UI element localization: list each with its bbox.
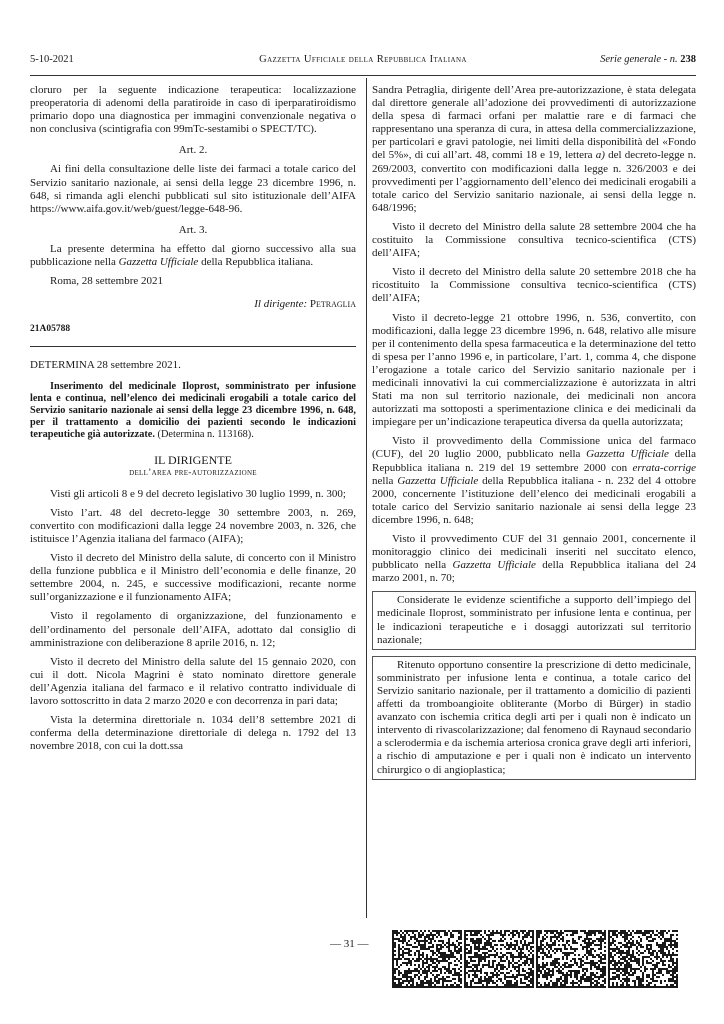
recital: Visti gli articoli 8 e 9 del decreto legislativo 30 luglio 1999, n. 300; (50, 487, 346, 500)
signature-name: Petraglia (309, 298, 356, 311)
signature (30, 298, 356, 311)
italic-run: Gazzetta Ufficiale (118, 256, 199, 269)
page-header (30, 50, 696, 70)
text-run: Sandra Petraglia, dirigente dell’Area pre-autorizzazione, è stata delegata dal direttore generale all’adozione dei provvedimenti di autorizzazione della spesa di farmaci orfani per malattie rare e di farmaci che rappresentano una speranza di cura, in attesa della commercializzazione, per particolari e gravi patologie, nei limiti della disponibilità del «Fondo del 5%», di cui all’art. 48, commi 18 e 19, lettera (372, 84, 696, 162)
recital: Visto il decreto-legge 21 ottobre 1996, n. 536, convertito, con modificazioni, dalla legge 23 dicembre 1996, n. 648, relativo alle misure per il contenimento della spesa farmaceutica e la determinazione del tetto di spesa per l’anno 1996 e, in particolare, l’art. 1, comma 4, che dispone l’erogazione a totale carico del Servizio sanitario nazionale per i medicinali innovativi la cui commercializzazione è autorizzata in altri Stati ma non sul territorio nazionale, dei medicinali non ancora autorizzati ma sottoposti a sperimentazione clinica e dei medicinali da impiegare per un’indicazione terapeutica diversa da quella autorizzata; (372, 311, 696, 429)
italic-run: Gazzetta Ufficiale (586, 448, 669, 461)
recital: Considerate le evidenze scientifiche a supporto dell’impiego del medicinale Iloprost, somministrato per infusione lenta e continua, per le indicazioni terapeutiche e i dosaggi autorizzati sul territorio nazionale; (372, 591, 696, 649)
datamatrix-code (608, 930, 678, 988)
header-date: 5-10-2021 (30, 54, 74, 65)
recital: Visto il decreto del Ministro della salute, di concerto con il Ministro della funzione pubblica e il Ministro dell’economia e delle finanze, 20 settembre 2004, n. 245, e successive modificazioni, recante norme sull’organizzazione e il funzionamento AIFA; (30, 552, 356, 604)
italic-run: errata-corrige (632, 461, 696, 474)
text-run: della Repubblica italiana - n. 232 del 4 ottobre 2000, concernente l’istituzione dell’elenco dei medicinali erogabili a totale carico del Servizio sanitario nazionale ai sensi della legge 23 dicembre 1996, n. 648; (372, 474, 696, 526)
paragraph: Ai fini della consultazione delle liste dei farmaci a totale carico del Servizio sanitario nazionale, ai sensi della legge 23 dicembre 1996, n. 648, si rimanda agli elenchi pubblicati sul sito istituzionale dell’AIFA https://www.aifa.gov.it/web/guest/legge-648-96. (30, 163, 356, 215)
page-footer (0, 930, 724, 990)
header-rule (30, 75, 696, 76)
recital (372, 435, 696, 527)
italic-run: Gazzetta Ufficiale (397, 474, 479, 487)
page-number: — 31 — (330, 938, 369, 950)
place-date: Roma, 28 settembre 2021 (50, 275, 164, 288)
authority-area: dell’area pre-autorizzazione (129, 467, 257, 478)
paragraph (30, 243, 356, 269)
determina-number: (Determina n. 113168). (154, 429, 254, 441)
recital: Visto il regolamento di organizzazione, del funzionamento e dell’ordinamento del personale dell’AIFA, adottato dal consiglio di amministrazione con deliberazione 8 aprile 2016, n. 12; (30, 610, 356, 649)
recital: Visto il decreto del Ministro della salute 20 settembre 2018 che ha ricostituito la Commissione consultiva tecnico-scientifica (CTS) dell’AIFA; (372, 266, 696, 305)
series-label: Serie generale - n. (600, 54, 678, 65)
recital: Visto il decreto del Ministro della salute del 15 gennaio 2020, con cui il dott. Nicola Magrini è stato nominato direttore generale dell’Agenzia italiana del farmaco e il relativo contratto individuale di lavoro sottoscritto in data 2 marzo 2020 e con decorrenza in pari data; (30, 655, 356, 708)
recital: Visto il decreto del Ministro della salute 28 settembre 2004 che ha costituito la Commissione consultiva tecnico-scientifica (CTS) dell’AIFA; (372, 220, 696, 260)
article-heading: Art. 3. (178, 223, 208, 236)
authority-heading: IL DIRIGENTE (154, 452, 232, 467)
text-run: della Repubblica italiana del 24 marzo 2001, n. 70; (372, 559, 696, 585)
right-column (372, 84, 696, 786)
recital: Ritenuto opportuno consentire la prescrizione di detto medicinale, somministrato per infusione lenta e continua, a totale carico del Servizio sanitario nazionale, per il trattamento a domicilio di pazienti affetti da tromboangioite obliterante (Morbo di Bürger) in stadio avanzato con ischemia critica degli arti per i quali non è indicato un intervento di rivascolarizzazione; dal fenomeno di Raynaud secondario a sclerodermia e da ischemia arteriosa cronica grave degli arti inferiori, a rischio di amputazione e per i quali non è indicato un intervento chirurgico o di angioplastica; (372, 656, 696, 780)
text-run: La presente determina ha effetto dal giorno successivo alla sua pubblicazione nella (30, 242, 356, 269)
document-code: 21A05788 (30, 324, 71, 335)
determina-title-text: Inserimento del medicinale Iloprost, somministrato per infusione lenta e continua, nell’elenco dei medicinali erogabili a totale carico del Servizio sanitario nazionale ai sensi della legge 23 dicembre 1996, n. 648, per il trattamento a domicilio dei pazienti secondo le indicazioni terapeutiche già autorizzate. (30, 380, 356, 441)
recital: Visto l’art. 48 del decreto-legge 30 settembre 2003, n. 269, convertito con modificazioni dalla legge 24 novembre 2003, n. 326, che istituisce l’Agenzia italiana del farmaco (AIFA); (30, 506, 356, 545)
article-heading: Art. 2. (178, 144, 208, 157)
section-separator (30, 346, 356, 347)
recital: Vista la determina direttoriale n. 1034 dell’8 settembre 2021 di conferma della determinazione direttoriale di delega n. 1792 del 13 novembre 2018, con cui la dott.ssa (30, 714, 356, 753)
signature-role: Il dirigente: (254, 298, 310, 311)
header-title: Gazzetta Ufficiale della Repubblica Italiana (259, 54, 467, 65)
datamatrix-code (392, 930, 462, 988)
recital (372, 533, 696, 585)
determina-heading: DETERMINA 28 settembre 2021. (30, 359, 181, 372)
text-run: della Repubblica italiana n. 219 del 19 settembre 2000 con (372, 448, 696, 474)
text-run: del decreto-legge n. 269/2003, convertito con modificazioni dalla legge n. 326/2003 e dei provvedimenti per l’aggiornamento dell’elenco dei medicinali erogabili a totale carico del Servizio sanitario nazionale, ai sensi della legge n. 648/1996; (372, 149, 696, 214)
datamatrix-code (464, 930, 534, 988)
recital (372, 84, 696, 215)
text-run: nella (372, 474, 398, 487)
text-run: della Repubblica italiana. (198, 256, 314, 269)
italic-run: Gazzetta Ufficiale (452, 559, 536, 572)
determina-title (30, 381, 356, 442)
paragraph: cloruro per la seguente indicazione terapeutica: localizzazione preoperatoria di adenomi della paratiroide in caso di iperparatiroidismo primario dopo una diagnostica per immagini convenzionale negativa o non conclusiva (scintigrafia con 99mTc-sestamibi o SPECT/TC). (30, 84, 356, 136)
italic-run: a) (595, 149, 605, 162)
left-column (30, 84, 356, 759)
datamatrix-code (536, 930, 606, 988)
header-series (600, 54, 696, 65)
column-divider (366, 78, 367, 918)
text-run: Visto il provvedimento CUF del 31 gennaio 2001, concernente il monitoraggio clinico dei medicinali inseriti nel succitato elenco, pubblicato nella (372, 533, 696, 572)
text-run: Visto il provvedimento della Commissione unica del farmaco (CUF), del 20 luglio 2000, pubblicato nella (372, 435, 696, 461)
series-number: 238 (680, 54, 696, 65)
